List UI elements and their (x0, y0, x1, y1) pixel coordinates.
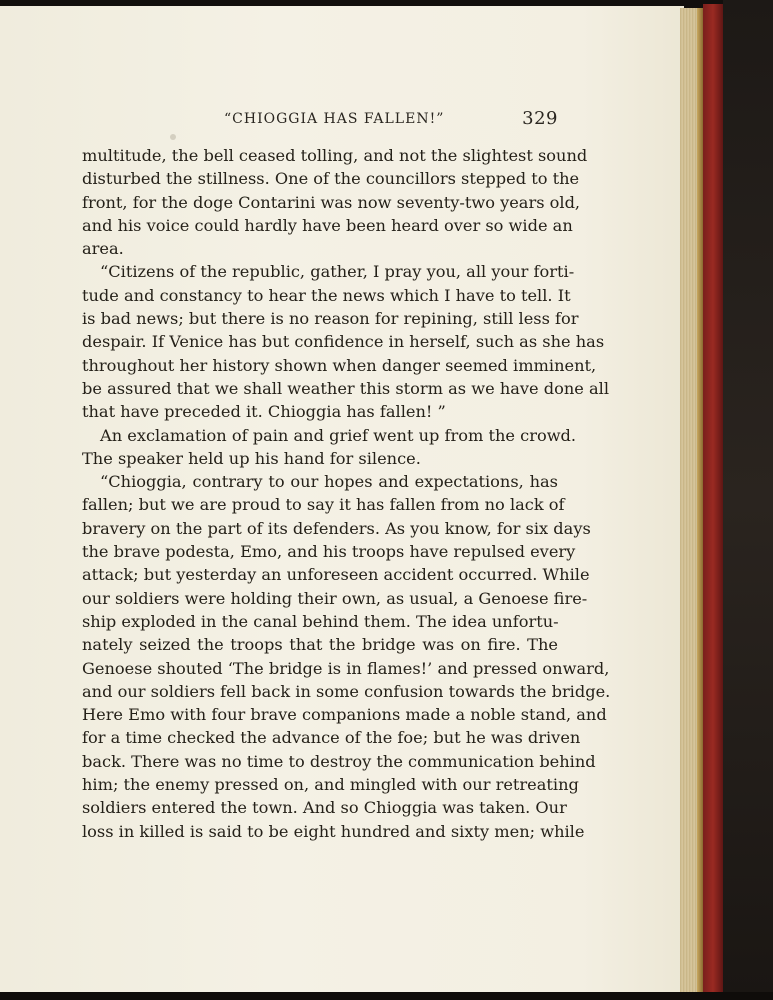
text-line: “Chioggia, contrary to our hopes and expectations, has (100, 472, 558, 492)
text-line: our soldiers were holding their own, as usual, a Genoese fire- (82, 588, 588, 608)
text-line: tude and constancy to hear the news which I have to tell. It (82, 285, 571, 305)
text-line: for a time checked the advance of the foe; but he was driven (82, 728, 581, 748)
running-head (82, 108, 558, 134)
text-line: Here Emo with four brave companions made a noble stand, and (82, 705, 607, 725)
text-line: and his voice could hardly have been heard over so wide an (82, 215, 573, 235)
text-line: soldiers entered the town. And so Chioggia was taken. Our (82, 798, 567, 818)
text-line: multitude, the bell ceased tolling, and not the slightest sound (82, 146, 588, 165)
paper-spot (170, 134, 176, 140)
text-line: ship exploded in the canal behind them. The idea unfortu- (82, 611, 559, 631)
running-title: “CHIOGGIA HAS FALLEN!” (224, 111, 445, 127)
scan-background-right (723, 0, 773, 1000)
text-line: area. (82, 239, 124, 259)
text-line: nately seized the troops that the bridge was on fire. The (82, 635, 558, 655)
text-line: and our soldiers fell back in some confusion towards the bridge. (82, 681, 611, 701)
text-line: throughout her history shown when danger seemed imminent, (82, 355, 597, 375)
text-line: him; the enemy pressed on, and mingled with our retreating (82, 775, 579, 795)
text-line: An exclamation of pain and grief went up from the crowd. (100, 425, 577, 445)
text-line: back. There was no time to destroy the communication behind (82, 751, 596, 771)
text-line: disturbed the stillness. One of the councillors stepped to the (82, 169, 580, 189)
text-line: front, for the doge Contarini was now seventy-two years old, (82, 192, 581, 212)
page-number: 329 (522, 108, 558, 129)
book-cover-edge (703, 4, 723, 996)
text-line: attack; but yesterday an unforeseen accident occurred. While (82, 565, 590, 585)
text-line: is bad news; but there is no reason for repining, still less for (82, 309, 579, 329)
text-line: that have preceded it. Chioggia has fallen! ” (82, 402, 446, 422)
body-text (82, 144, 611, 843)
text-line: be assured that we shall weather this storm as we have done all (82, 378, 610, 398)
text-line: Genoese shouted ‘The bridge is in flames!’ and pressed onward, (82, 658, 610, 678)
text-line: The speaker held up his hand for silence. (82, 448, 421, 468)
text-line: loss in killed is said to be eight hundred and sixty men; while (82, 821, 585, 841)
text-line: fallen; but we are proud to say it has fallen from no lack of (82, 495, 565, 515)
text-line: the brave podesta, Emo, and his troops have repulsed every (82, 542, 576, 562)
text-line: “Citizens of the republic, gather, I pray you, all your forti- (100, 262, 575, 282)
text-line: bravery on the part of its defenders. As you know, for six days (82, 518, 591, 538)
text-line: despair. If Venice has but confidence in herself, such as she has (82, 332, 605, 352)
scan-background-bottom (0, 992, 773, 1000)
